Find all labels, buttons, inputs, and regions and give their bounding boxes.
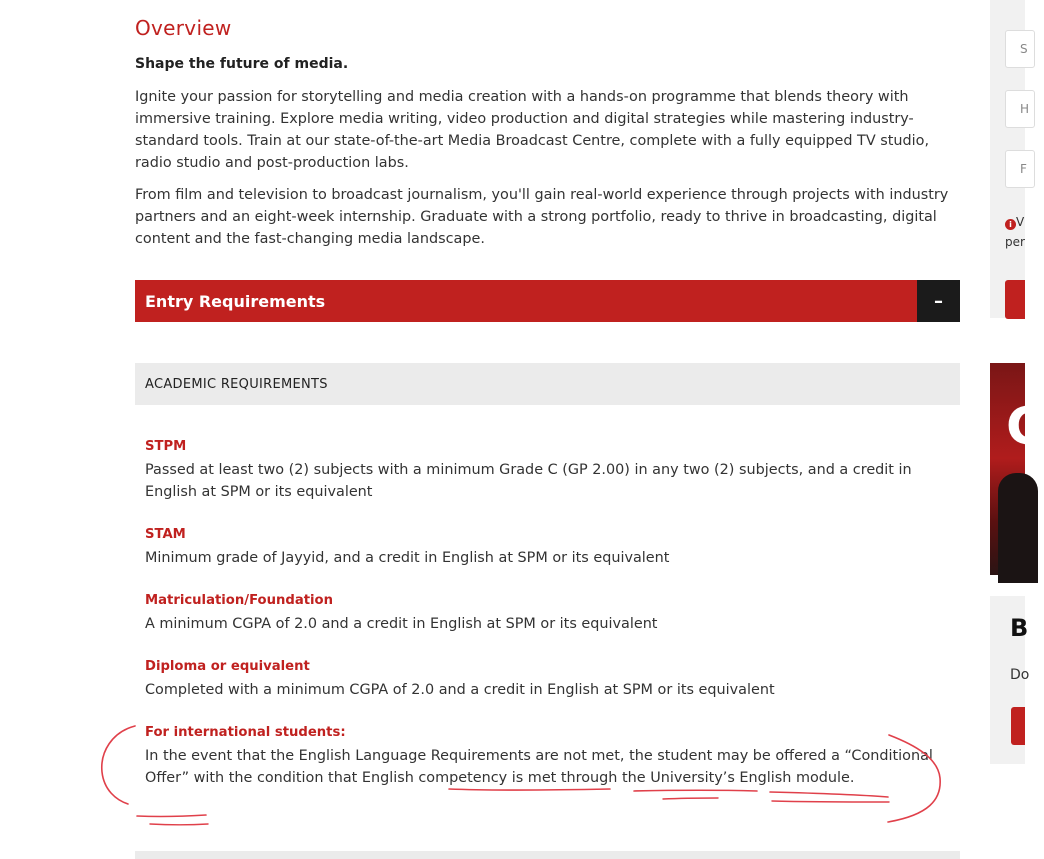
sidebar-card-heading: B — [1010, 614, 1029, 642]
requirement-title-stam: STAM — [145, 527, 186, 542]
annotation-underline-7 — [150, 824, 208, 825]
overview-title: Overview — [135, 16, 232, 40]
requirement-text-international: In the event that the English Language Requirements are not met, the student may be offered a “Conditional Offer” with the condition that English competency is met through the University’s English module. — [145, 748, 933, 786]
sidebar-card-text: Do — [1010, 667, 1030, 683]
requirement-title-matriculation: Matriculation/Foundation — [145, 593, 333, 608]
minus-icon[interactable]: – — [917, 280, 960, 322]
form-notice — [1005, 212, 1025, 252]
form-notice-text-line2: per — [1005, 235, 1025, 249]
form-notice-text: V — [1016, 215, 1025, 229]
annotation-underline-6 — [137, 815, 206, 816]
form-field-2[interactable]: H — [1005, 90, 1035, 128]
requirement-title-diploma: Diploma or equivalent — [145, 659, 310, 674]
annotation-underline-1 — [449, 789, 610, 790]
promo-banner[interactable] — [990, 363, 1044, 575]
overview-tagline: Shape the future of media. — [135, 56, 349, 72]
requirement-text-stpm: Passed at least two (2) subjects with a minimum Grade C (GP 2.00) in any two (2) subjects, and a credit in English at SPM or its equivalent — [145, 462, 912, 500]
graduate-image — [998, 473, 1038, 583]
requirement-text-diploma: Completed with a minimum CGPA of 2.0 and a credit in English at SPM or its equivalent — [145, 682, 775, 698]
annotation-underline-3 — [663, 798, 718, 799]
overview-paragraph-1: Ignite your passion for storytelling and media creation with a hands-on programme that blends theory with immersive training. Explore media writing, video production and digital strategies while mastering industry-standard tools. Train at our state-of-the-art Media Broadcast Centre, complete with a fully equipped TV studio, radio studio and post-production labs. — [135, 89, 930, 171]
annotation-underline-5 — [772, 801, 889, 802]
requirement-title-stpm: STPM — [145, 439, 187, 454]
requirement-title-international: For international students: — [145, 725, 346, 740]
form-submit-button[interactable] — [1005, 280, 1025, 319]
form-field-3[interactable]: F — [1005, 150, 1035, 188]
annotation-underline-4 — [770, 792, 888, 797]
entry-requirements-accordion[interactable] — [135, 280, 960, 322]
sidebar-card-button[interactable] — [1011, 707, 1025, 745]
info-circle-icon: i — [1005, 219, 1016, 230]
requirement-text-stam: Minimum grade of Jayyid, and a credit in English at SPM or its equivalent — [145, 550, 670, 566]
requirement-text-matriculation: A minimum CGPA of 2.0 and a credit in English at SPM or its equivalent — [145, 616, 658, 632]
form-field-1[interactable]: S — [1005, 30, 1035, 68]
annotation-left-bracket — [102, 726, 135, 804]
academic-requirements-header — [135, 363, 960, 405]
overview-paragraph-2: From film and television to broadcast journalism, you'll gain real-world experience through projects with industry partners and an eight-week internship. Graduate with a strong portfolio, ready to thrive in broadcasting, digital content and the fast-changing media landscape. — [135, 187, 949, 247]
accordion-title: Entry Requirements — [145, 291, 326, 311]
academic-requirements-label: ACADEMIC REQUIREMENTS — [145, 376, 328, 392]
annotation-underline-2 — [634, 790, 757, 791]
banner-text: C — [1006, 397, 1044, 457]
next-section-header — [135, 851, 960, 859]
